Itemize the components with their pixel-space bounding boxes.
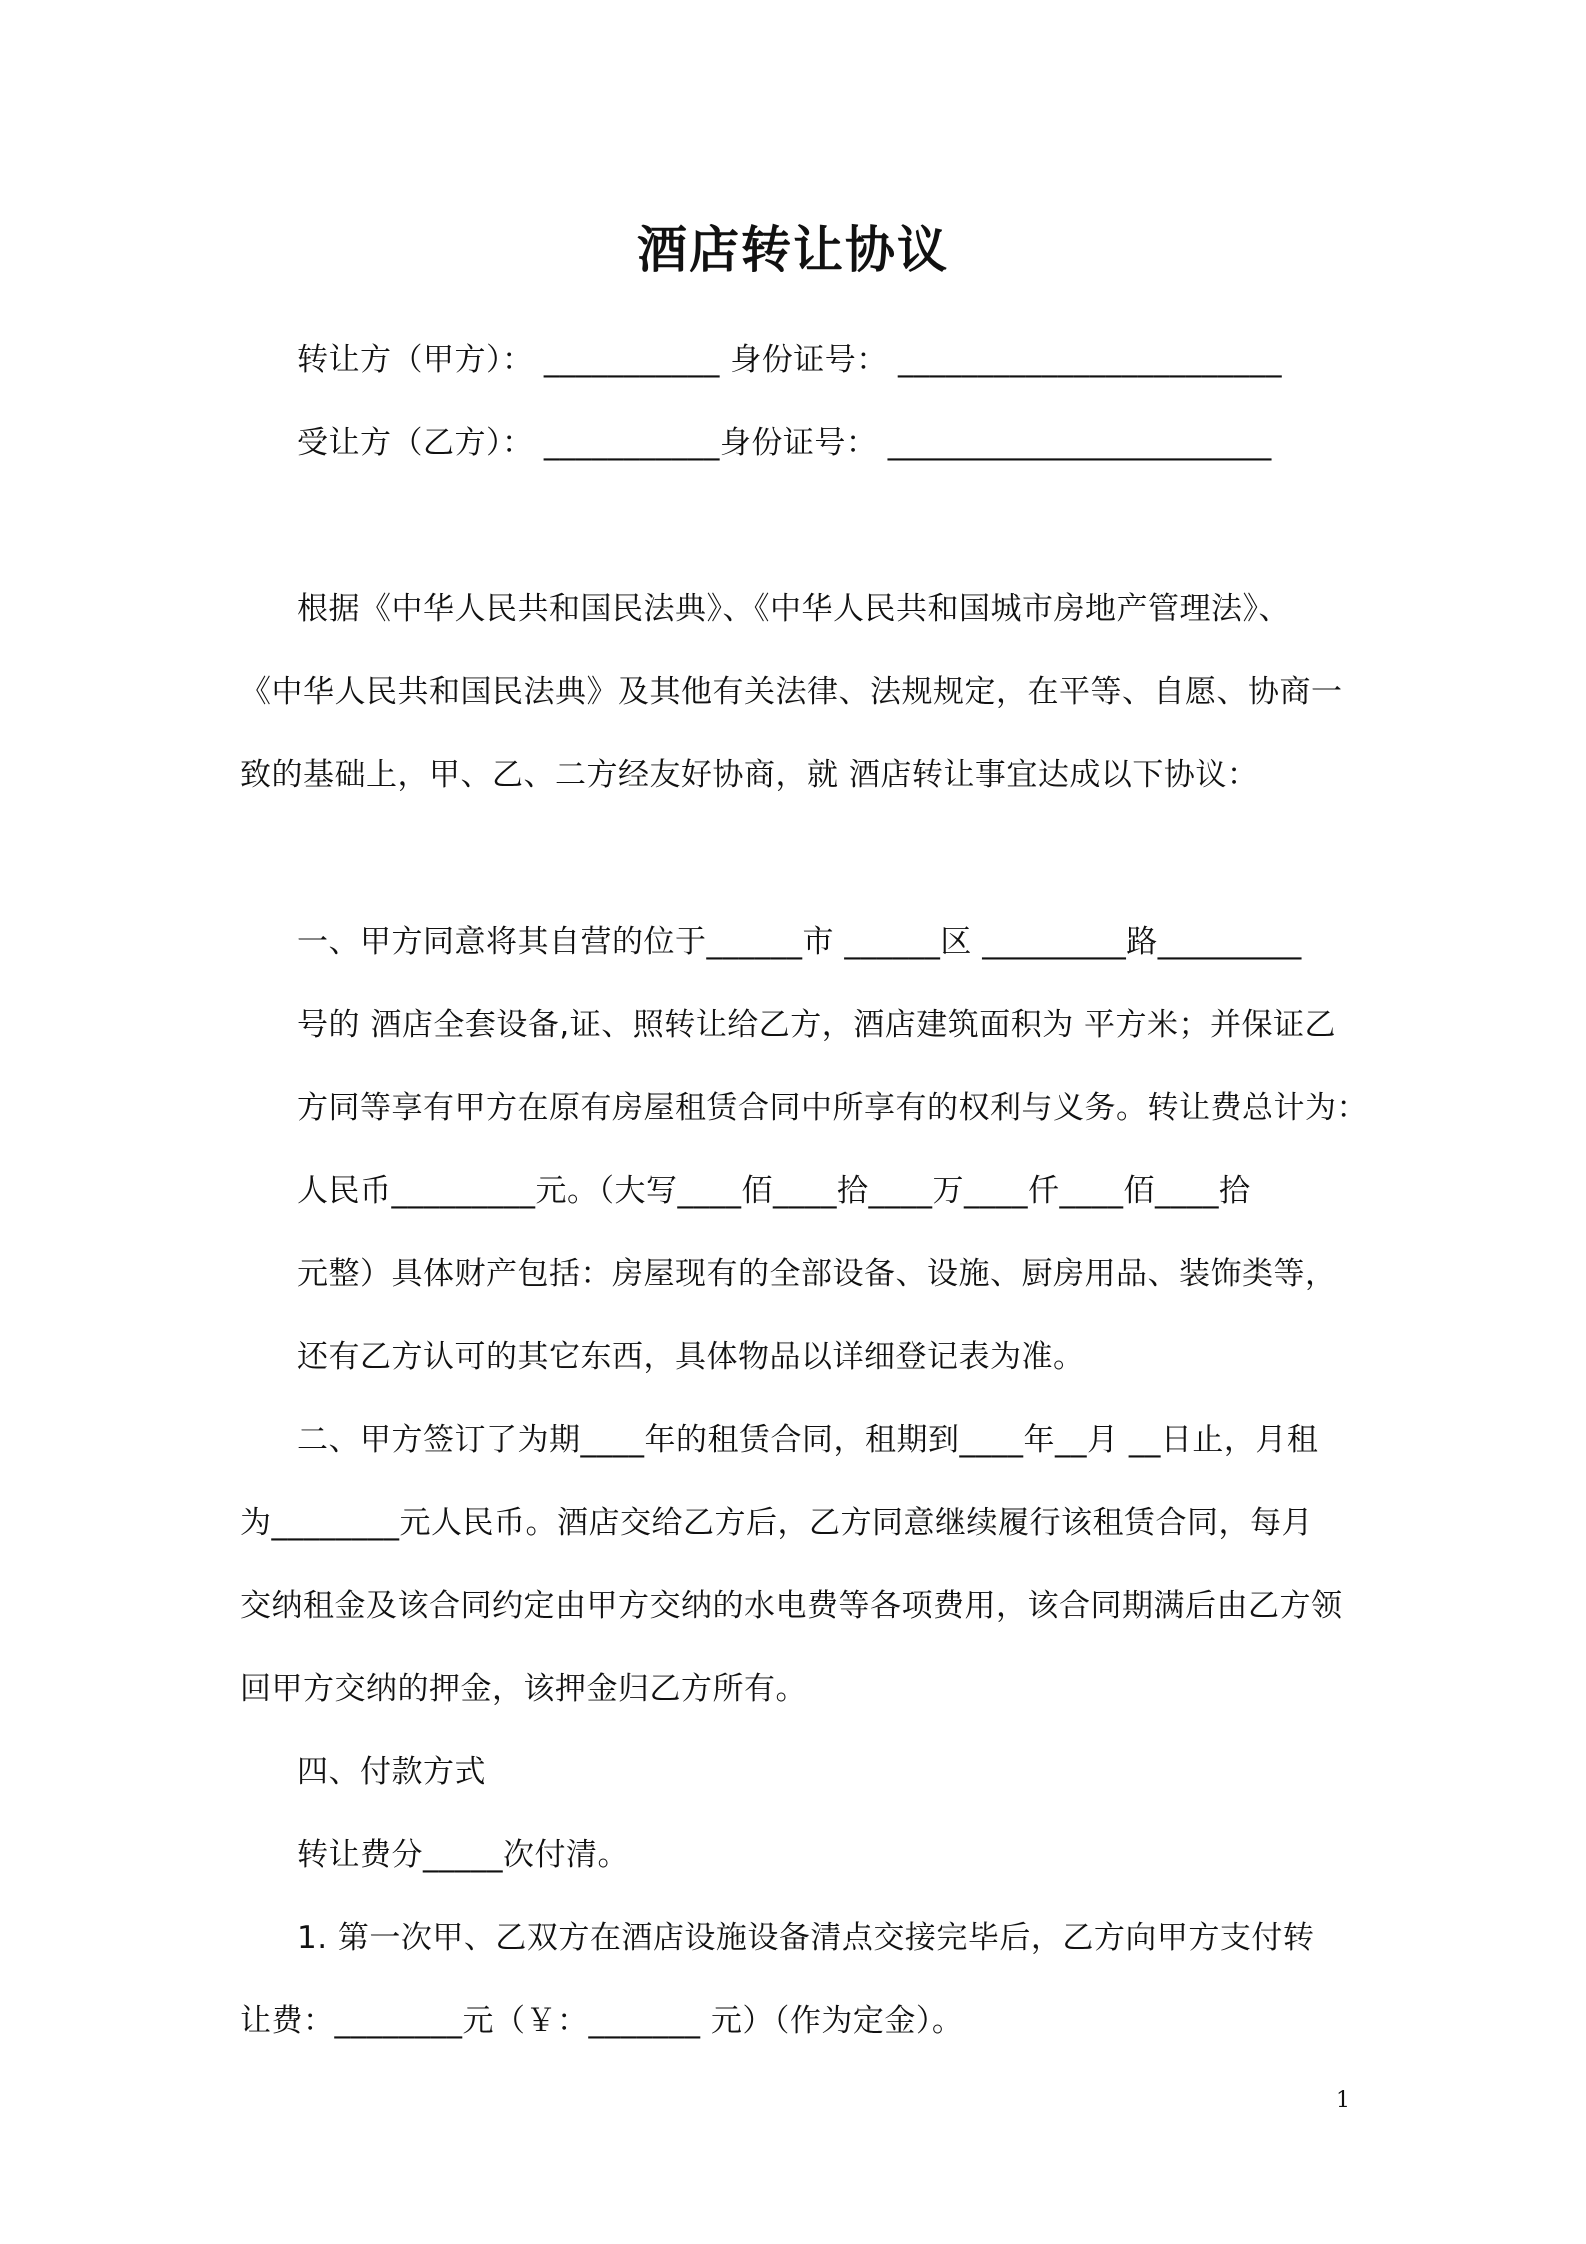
clause-1-line: 人民币_________元。（大写____佰____拾____万____仟____佰____拾 <box>297 1173 1251 1209</box>
document-title: 酒店转让协议 <box>637 221 949 279</box>
clause-4-item-1-line: 让费：________元（￥：_______ 元）（作为定金）。 <box>240 2003 964 2039</box>
clause-1-line: 一、甲方同意将其自营的位于______市 ______区 _________路_________ <box>297 924 1302 960</box>
preamble-line: 根据《中华人民共和国民法典》、《中华人民共和国城市房地产管理法》、 <box>297 591 1290 627</box>
party-a-line: 转让方（甲方）： ___________ 身份证号： ________________________ <box>297 342 1283 378</box>
clause-2-line: 二、甲方签订了为期____年的租赁合同，租期到____年__月 __日止，月租 <box>297 1422 1319 1458</box>
clause-4-heading: 四、付款方式 <box>297 1754 486 1790</box>
clause-1-line: 还有乙方认可的其它东西，具体物品以详细登记表为准。 <box>297 1339 1085 1375</box>
party-b-line: 受让方（乙方）： ___________身份证号： ________________________ <box>297 425 1272 461</box>
clause-1-line: 方同等享有甲方在原有房屋租赁合同中所享有的权利与义务。转让费总计为： <box>297 1090 1368 1126</box>
page-number: 1 <box>1336 2088 1350 2113</box>
preamble-line: 致的基础上，甲、乙、二方经友好协商，就 酒店转让事宜达成以下协议： <box>240 757 1259 793</box>
clause-2-line: 交纳租金及该合同约定由甲方交纳的水电费等各项费用，该合同期满后由乙方领 <box>240 1588 1343 1624</box>
clause-2-line: 回甲方交纳的押金，该押金归乙方所有。 <box>240 1671 807 1707</box>
preamble-line: 《中华人民共和国民法典》及其他有关法律、法规规定，在平等、自愿、协商一 <box>240 674 1343 710</box>
clause-1-line: 号的 酒店全套设备,证、照转让给乙方，酒店建筑面积为 平方米；并保证乙 <box>297 1007 1337 1043</box>
clause-4-installments: 转让费分_____次付清。 <box>297 1837 629 1873</box>
clause-1-line: 元整）具体财产包括：房屋现有的全部设备、设施、厨房用品、装饰类等， <box>297 1256 1337 1292</box>
clause-4-item-1-line: 1. 第一次甲、乙双方在酒店设施设备清点交接完毕后，乙方向甲方支付转 <box>297 1920 1315 1956</box>
clause-2-line: 为________元人民币。酒店交给乙方后，乙方同意继续履行该租赁合同，每月 <box>240 1505 1313 1541</box>
